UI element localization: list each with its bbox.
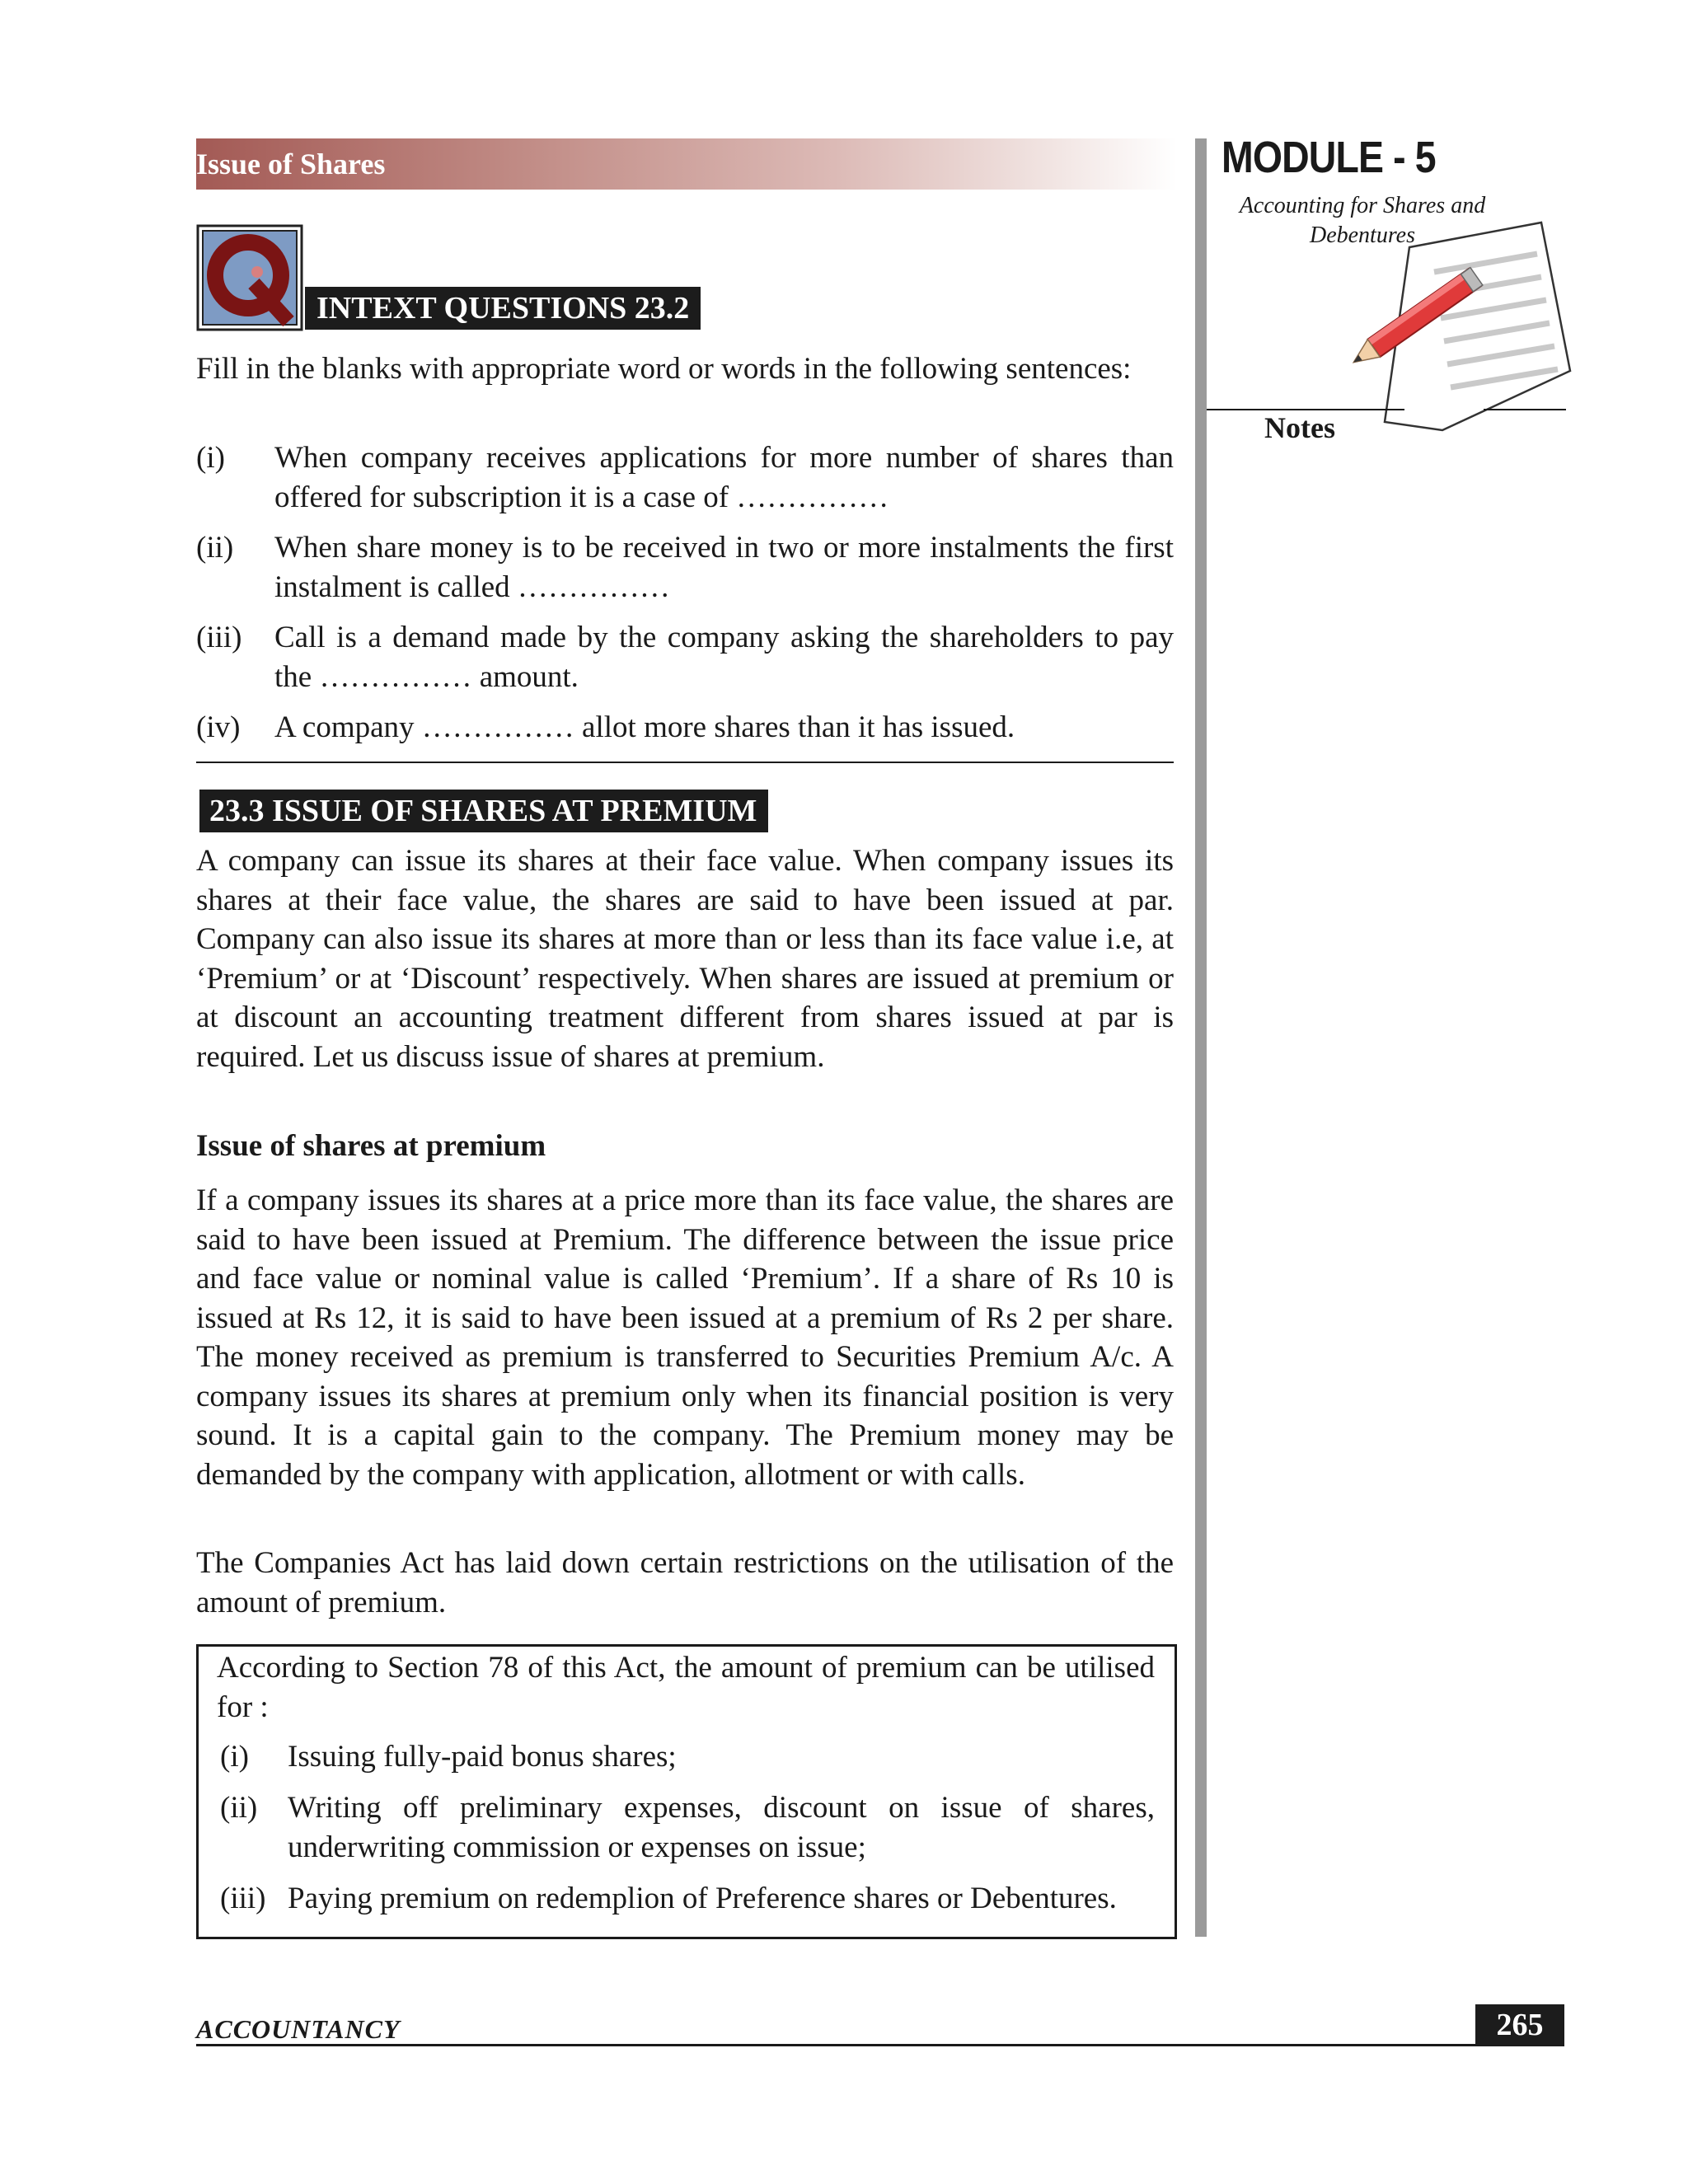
notes-label: Notes: [1264, 411, 1335, 444]
intext-instruction: Fill in the blanks with appropriate word or words in the following sentences:: [196, 352, 1132, 386]
box-intro: [217, 1648, 1155, 1727]
box-item: [220, 1879, 1155, 1919]
notes-pencil-icon: [1352, 214, 1574, 445]
box-intro-text: According to Section 78 of this Act, the amount of premium can be utilised for :: [217, 1651, 1155, 1724]
question-number: (i): [196, 441, 225, 475]
question-text: Call is a demand made by the company asking the shareholders to pay the …………… amount.: [274, 621, 1174, 694]
footer-rule: [196, 2044, 1564, 2046]
restrictions-paragraph: The Companies Act has laid down certain restrictions on the utilisation of the amount of premium.: [196, 1546, 1174, 1619]
module-subtitle: Accounting for Shares and Debentures: [1239, 193, 1486, 248]
section-78-box: [196, 1644, 1177, 1939]
section-heading: 23.3 ISSUE OF SHARES AT PREMIUM: [199, 790, 768, 832]
box-item: [220, 1737, 1155, 1777]
question-number: (iii): [196, 621, 242, 654]
box-item: [220, 1788, 1155, 1868]
premium-paragraph: If a company issues its shares at a price more than its face value, the shares are said to have been issued at Premium. The difference between the issue price and face value or nominal value is called ‘Premium’. If a share of Rs 10 is issued at Rs 12, it is said to have been issued at a premium of Rs 2 per share. The money received as premium is transferred to Securities Premium A/c. A company issues its shares at premium only when its financial position is very sound. It is a capital gain to the company. The Premium money may be demanded by the company with application, allotment or with calls.: [196, 1183, 1174, 1492]
question-item: [196, 618, 1174, 697]
question-number: (iv): [196, 710, 241, 744]
question-q-icon: [196, 224, 303, 331]
margin-rule: [1195, 138, 1207, 1937]
module-title: MODULE - 5: [1221, 133, 1436, 182]
question-item: [196, 438, 1174, 518]
box-item-number: (iii): [220, 1882, 266, 1915]
box-item-number: (ii): [220, 1791, 258, 1825]
section-divider: [196, 762, 1174, 763]
question-text: When company receives applications for more number of shares than offered for subscription it is a case of ……………: [274, 441, 1174, 514]
intext-questions-label: INTEXT QUESTIONS 23.2: [305, 287, 701, 330]
footer-subject: ACCOUNTANCY: [196, 2014, 401, 2044]
question-text: A company …………… allot more shares than it has issued.: [274, 710, 1015, 744]
question-number: (ii): [196, 531, 234, 565]
box-item-text: Paying premium on redemplion of Preference shares or Debentures.: [288, 1882, 1117, 1915]
question-text: When share money is to be received in two or more instalments the first instalment is called ……………: [274, 531, 1174, 604]
question-item: [196, 528, 1174, 607]
box-item-text: Writing off preliminary expenses, discount on issue of shares, underwriting commission or expenses on issue;: [288, 1791, 1155, 1864]
subheading: Issue of shares at premium: [196, 1129, 546, 1163]
box-item-number: (i): [220, 1740, 249, 1774]
box-item-text: Issuing fully-paid bonus shares;: [288, 1740, 677, 1774]
running-header-title: Issue of Shares: [196, 148, 386, 180]
section-intro: A company can issue its shares at their face value. When company issues its shares at their face value, the shares are said to have been issued at par. Company can also issue its shares at more than or less than its face value i.e, at ‘Premium’ or at ‘Discount’ respectively. When shares are issued at premium or at discount an accounting treatment different from shares issued at par is required. Let us discuss issue of shares at premium.: [196, 844, 1174, 1074]
question-item: [196, 708, 1174, 748]
notes-rule-right: [1484, 409, 1566, 410]
page-number: 265: [1475, 2004, 1564, 2046]
